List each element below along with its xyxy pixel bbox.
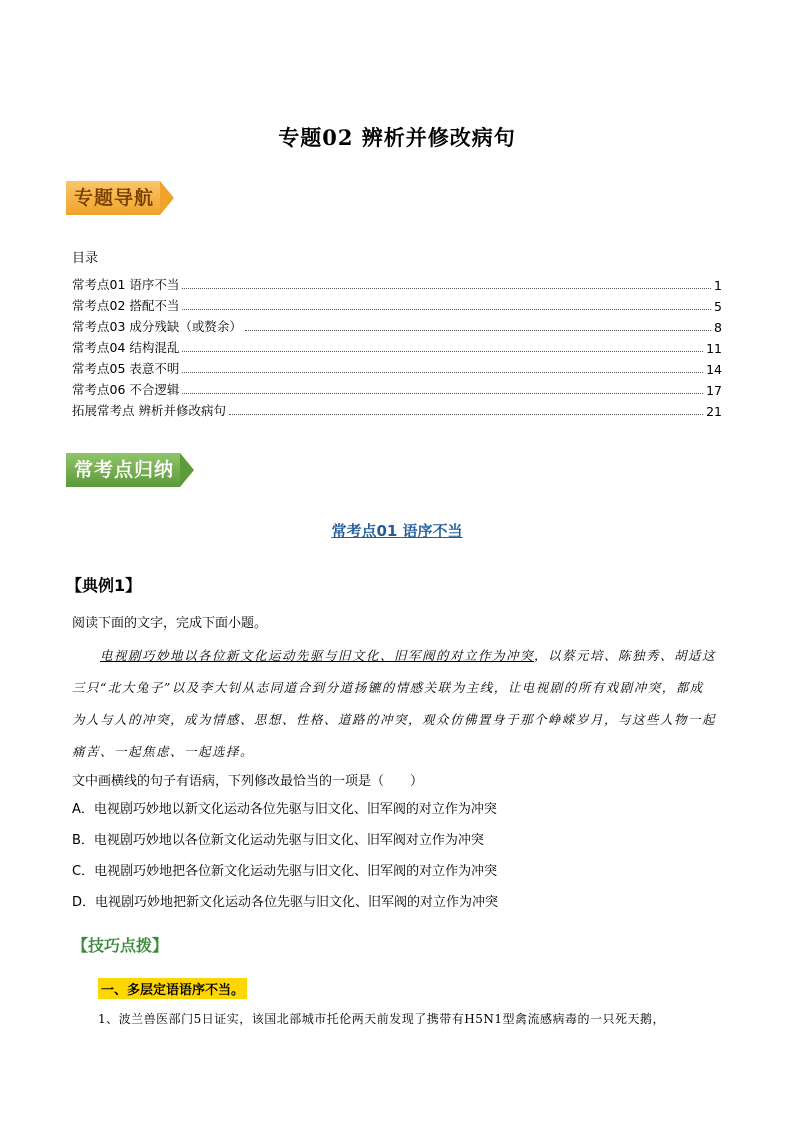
option-b[interactable]: B．电视剧巧妙地以各位新文化运动先驱与旧文化、旧军阀对立作为冲突 xyxy=(72,833,484,848)
toc-item-label: 拓展常考点 辨析并修改病句 xyxy=(72,403,226,418)
summary-banner xyxy=(66,453,194,487)
instruction-text: 阅读下面的文字，完成下面小题。 xyxy=(72,616,268,631)
toc-item-page: 1 xyxy=(714,278,722,293)
summary-banner-label: 常考点归纳 xyxy=(66,453,180,487)
reading-passage xyxy=(72,640,722,768)
table-of-contents xyxy=(72,272,722,419)
toc-item-page: 8 xyxy=(714,320,722,335)
toc-leader xyxy=(182,351,703,352)
toc-leader xyxy=(182,393,703,394)
skills-label: 【技巧点拨】 xyxy=(72,936,169,955)
toc-heading: 目录 xyxy=(72,251,99,266)
question-text: 文中画横线的句子有语病，下列修改最恰当的一项是（ ） xyxy=(72,774,424,789)
example-label: 【典例1】 xyxy=(66,576,142,595)
toc-item[interactable] xyxy=(72,398,722,419)
section-title xyxy=(0,520,794,541)
toc-leader xyxy=(229,414,703,415)
toc-item[interactable] xyxy=(72,272,722,293)
section-title-text: 常考点01 语序不当 xyxy=(331,522,463,540)
passage-text: ，以蔡元培、陈独秀、胡适这 xyxy=(534,648,717,663)
passage-text: 三只“北大兔子”以及李大钊从志同道合到分道扬镳的情感关联为主线，让电视剧的所有戏剧冲突，都成 xyxy=(72,680,704,695)
toc-item-page: 17 xyxy=(706,383,722,398)
toc-item[interactable] xyxy=(72,377,722,398)
nav-banner-label: 专题导航 xyxy=(66,181,160,215)
toc-item[interactable] xyxy=(72,293,722,314)
underlined-sentence: 电视剧巧妙地以各位新文化运动先驱与旧文化、旧军阀的对立作为冲突 xyxy=(100,648,535,663)
option-c[interactable]: C．电视剧巧妙地把各位新文化运动先驱与旧文化、旧军阀的对立作为冲突 xyxy=(72,864,498,879)
toc-item-label: 常考点05 表意不明 xyxy=(72,361,180,376)
toc-item[interactable] xyxy=(72,314,722,335)
toc-item[interactable] xyxy=(72,356,722,377)
toc-item-label: 常考点01 语序不当 xyxy=(72,277,180,292)
nav-banner xyxy=(66,181,174,215)
toc-item-page: 5 xyxy=(714,299,722,314)
toc-leader xyxy=(245,330,711,331)
option-a[interactable]: A．电视剧巧妙地以新文化运动各位先驱与旧文化、旧军阀的对立作为冲突 xyxy=(72,802,497,817)
toc-item[interactable] xyxy=(72,335,722,356)
page-title: 专题02 辨析并修改病句 xyxy=(278,125,516,150)
answer-options xyxy=(72,800,498,924)
toc-leader xyxy=(182,372,703,373)
toc-item-label: 常考点06 不合逻辑 xyxy=(72,382,180,397)
skills-heading: 一、多层定语语序不当。 xyxy=(98,978,247,999)
toc-item-label: 常考点04 结构混乱 xyxy=(72,340,180,355)
toc-leader xyxy=(182,288,711,289)
passage-text: 为人与人的冲突，成为情感、思想、性格、道路的冲突，观众仿佛置身于那个峥嵘岁月，与这些人物一起 xyxy=(72,712,717,727)
option-d[interactable]: D．电视剧巧妙地把新文化运动各位先驱与旧文化、旧军阀的对立作为冲突 xyxy=(72,895,499,910)
banner-arrow-shape xyxy=(160,181,174,215)
toc-item-page: 14 xyxy=(706,362,722,377)
toc-leader xyxy=(182,309,711,310)
passage-text: 痛苦、一起焦虑、一起选择。 xyxy=(72,744,255,759)
banner-arrow-shape xyxy=(180,453,194,487)
toc-item-page: 11 xyxy=(706,341,722,356)
toc-item-label: 常考点02 搭配不当 xyxy=(72,298,180,313)
toc-item-label: 常考点03 成分残缺（或赘余） xyxy=(72,319,242,334)
skills-example-line: 1、波兰兽医部门5日证实，该国北部城市托伦两天前发现了携带有H5N1型禽流感病毒的一只死天鹅， xyxy=(98,1012,666,1026)
toc-item-page: 21 xyxy=(706,404,722,419)
